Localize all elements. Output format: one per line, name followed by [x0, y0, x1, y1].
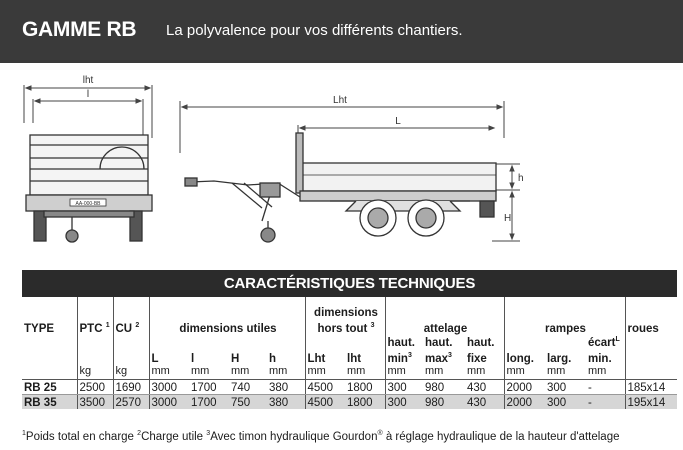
unit-row [22, 365, 677, 380]
col-long: long. [504, 349, 545, 365]
col-ptc: PTC $^1$ [77, 319, 113, 335]
page-title: GAMME RB [22, 18, 137, 41]
cell-larg: 300 [545, 380, 586, 395]
col-larg: larg. [547, 353, 572, 365]
unit-h: mm [267, 365, 305, 380]
header-row-1 [22, 297, 677, 319]
unit-H: mm [229, 365, 267, 380]
col-haut-min-1: haut. [385, 335, 423, 349]
col-roues: roues [625, 319, 677, 335]
unit-lht: mm [345, 365, 385, 380]
cell-h: 380 [267, 395, 305, 410]
col-dim-hors-tout-1: dimensions [305, 297, 385, 319]
cell-cu: 2570 [113, 395, 149, 410]
cell-max: 980 [423, 380, 465, 395]
cell-min: 300 [385, 395, 423, 410]
unit-l: mm [189, 365, 229, 380]
side-dim-H: H [504, 213, 512, 224]
front-dim-l: l [86, 89, 90, 100]
cell-H: 750 [229, 395, 267, 410]
col-ecart-2: min. [588, 353, 612, 365]
cell-max: 980 [423, 395, 465, 410]
trailer-drawing [0, 63, 683, 268]
col-lht: lht [347, 353, 362, 365]
side-dim-lht: Lht [333, 95, 347, 106]
cell-lht: 1800 [345, 380, 385, 395]
unit-max: mm [423, 365, 465, 380]
plate-text: AA-000-BB [75, 201, 101, 207]
cell-roues: 195x14 [625, 395, 677, 410]
cell-ecart: - [586, 395, 625, 410]
cell-L: 3000 [149, 395, 189, 410]
col-l: l [191, 353, 195, 365]
col-dim-utiles: dimensions utiles [149, 319, 305, 335]
specs-grid [22, 297, 677, 409]
cell-h: 380 [267, 380, 305, 395]
cell-l: 1700 [189, 380, 229, 395]
col-haut-min-2: $\min^3$ [385, 349, 423, 365]
unit-min: mm [385, 365, 423, 380]
cell-min: 300 [385, 380, 423, 395]
unit-long: mm [504, 365, 545, 380]
header-row-2 [22, 319, 677, 335]
cell-type: RB 25 [22, 380, 77, 395]
col-haut-fixe-1: haut. [467, 337, 495, 349]
header-row-3 [22, 335, 677, 349]
page-subtitle: La polyvalence pour vos différents chantiers. [166, 22, 463, 39]
cell-fixe: 430 [465, 395, 504, 410]
col-attelage: attelage [385, 319, 504, 335]
table-row [22, 380, 677, 395]
unit-L: mm [149, 365, 189, 380]
unit-Lht: mm [305, 365, 345, 380]
unit-ptc: kg [77, 365, 113, 380]
cell-fixe: 430 [465, 380, 504, 395]
table-row [22, 395, 677, 410]
cell-lht: 1800 [345, 395, 385, 410]
side-dim-l: L [395, 116, 401, 127]
col-dim-hors-tout-2: hors tout $^3$ [305, 319, 385, 335]
specs-table [22, 270, 677, 409]
col-type: TYPE [24, 323, 55, 335]
cell-Lht: 4500 [305, 380, 345, 395]
cell-long: 2000 [504, 380, 545, 395]
col-cu: CU $^2$ [113, 319, 149, 335]
cell-long: 2000 [504, 395, 545, 410]
front-view-trailer [26, 135, 152, 242]
cell-type: RB 35 [22, 395, 77, 410]
cell-larg: 300 [545, 395, 586, 410]
cell-Lht: 4500 [305, 395, 345, 410]
side-view-trailer [185, 133, 496, 242]
col-rampes: rampes [504, 319, 625, 335]
front-dim-lht: lht [82, 75, 94, 86]
cell-H: 740 [229, 380, 267, 395]
col-haut-fixe-2: fixe [467, 353, 487, 365]
header-row-4 [22, 349, 677, 365]
unit-larg: mm [545, 365, 586, 380]
cell-cu: 1690 [113, 380, 149, 395]
col-Lht: Lht [305, 349, 345, 365]
footnotes: $^1$Poids total en charge $^2$Charge utile $^3$Avec timon hydraulique Gourdon® à réglage hydraulique de la hauteur d'attelage [22, 430, 620, 443]
cell-ptc: 3500 [77, 395, 113, 410]
cell-ecart: - [586, 380, 625, 395]
unit-ecart: mm [586, 365, 625, 380]
side-dim-h: h [518, 173, 524, 184]
cell-roues: 185x14 [625, 380, 677, 395]
col-ecart-1: écart$^L$ [588, 336, 620, 349]
unit-cu: kg [113, 365, 149, 380]
col-L: L [149, 349, 189, 365]
cell-l: 1700 [189, 395, 229, 410]
cell-ptc: 2500 [77, 380, 113, 395]
col-haut-max-2: $\max^3$ [425, 352, 452, 365]
header-banner [0, 0, 683, 63]
cell-L: 3000 [149, 380, 189, 395]
col-H: H [231, 353, 240, 365]
col-h: h [269, 353, 277, 365]
col-haut-max-1: haut. [425, 337, 453, 349]
unit-fixe: mm [465, 365, 504, 380]
table-title: CARACTÉRISTIQUES TECHNIQUES [22, 270, 677, 297]
